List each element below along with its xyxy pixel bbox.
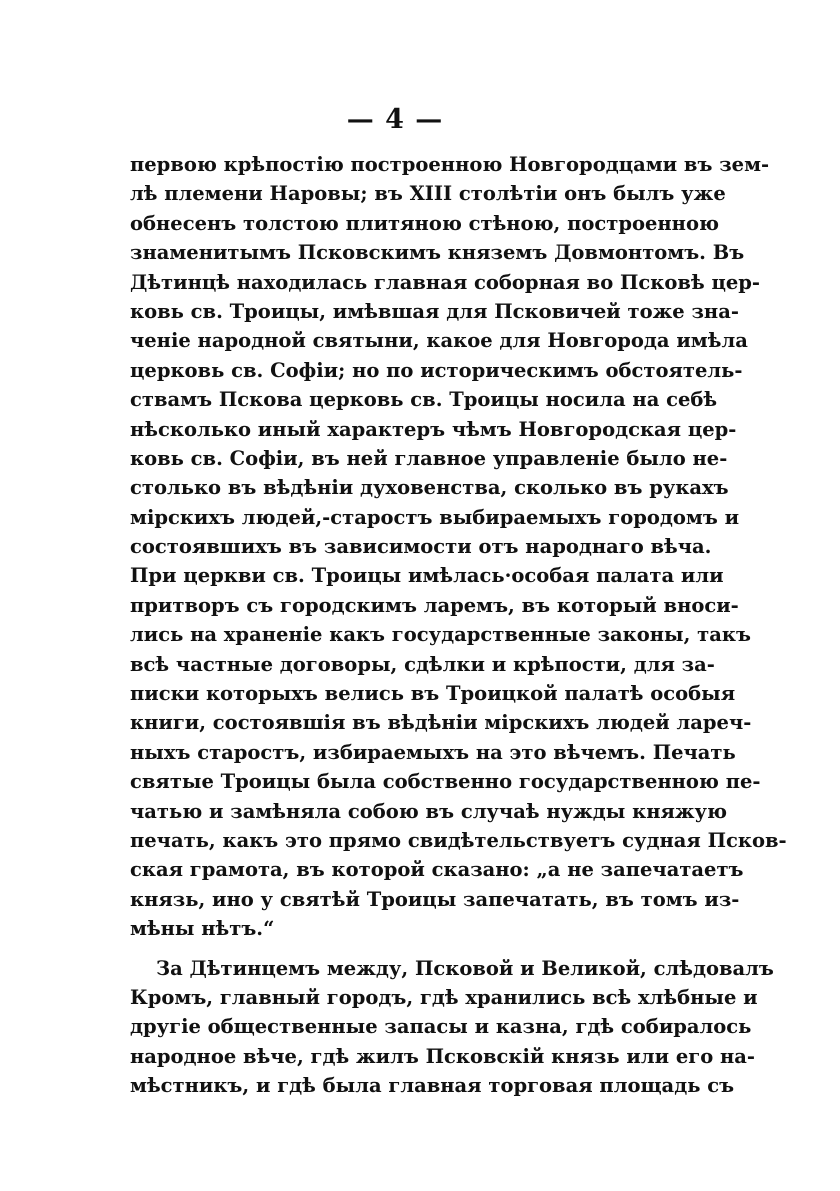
paragraph-2 — [130, 954, 774, 1101]
text-line: первою крѣпостію построенною Новгородцами въ зем- — [130, 153, 770, 176]
text-line: мѣны нѣтъ.“ — [130, 917, 275, 941]
text-line: книги, состоявшія въ вѣдѣніи мірскихъ людей лареч- — [130, 711, 752, 735]
text-line: ченіе народной святыни, какое для Новгорода имѣла — [130, 329, 748, 353]
page-number: — 4 — — [346, 104, 444, 135]
text-line: обнесенъ толстою плитяною стѣною, построенною — [130, 211, 719, 235]
text-line: Дѣтинцѣ находилась главная соборная во Псковѣ цер- — [130, 270, 760, 294]
text-line: князь, ино у святѣй Троицы запечатать, въ томъ из- — [130, 887, 740, 911]
text-line: народное вѣче, гдѣ жилъ Псковскій князь или его на- — [130, 1044, 756, 1068]
text-line: мѣстникъ, и гдѣ была главная торговая площадь съ — [130, 1074, 735, 1098]
text-line: чатью и замѣняла собою въ случаѣ нужды княжую — [130, 799, 728, 823]
text-line: состоявшихъ въ зависимости отъ народнаго вѣча. — [130, 535, 712, 559]
paragraph-gap — [130, 944, 682, 954]
text-line: ковь св. Троицы, имѣвшая для Псковичей тоже зна- — [130, 299, 739, 323]
text-line: нѣсколько иный характеръ чѣмъ Новгородская цер- — [130, 417, 737, 441]
text-line: лѣ племени Наровы; въ XIII столѣтіи онъ былъ уже — [130, 182, 726, 206]
paragraph-1 — [130, 150, 787, 944]
text-line: знаменитымъ Псковскимъ княземъ Довмонтомъ. Въ — [130, 241, 745, 265]
text-line: ствамъ Пскова церковь св. Троицы носила на себѣ — [130, 388, 718, 412]
text-line: печать, какъ это прямо свидѣтельствуетъ судная Псков- — [130, 828, 787, 852]
text-line: другіе общественные запасы и казна, гдѣ собиралось — [130, 1015, 752, 1039]
text-line: лись на храненіе какъ государственные законы, такъ — [130, 623, 751, 647]
text-line: святые Троицы была собственно государственною пе- — [130, 770, 761, 794]
text-line: мірскихъ людей,-старостъ выбираемыхъ городомъ и — [130, 505, 740, 529]
text-line: ныхъ старостъ, избираемыхъ на это вѣчемъ. Печать — [130, 740, 736, 764]
text-line: За Дѣтинцемъ между, Псковой и Великой, слѣдовалъ — [156, 956, 774, 980]
text-line: притворъ съ городскимъ ларемъ, въ который вноси- — [130, 593, 739, 617]
text-line: При церкви св. Троицы имѣлась·особая палата или — [130, 564, 724, 588]
text-line: Кромъ, главный городъ, гдѣ хранились всѣ хлѣбные и — [130, 985, 758, 1009]
text-line: столько въ вѣдѣніи духовенства, сколько въ рукахъ — [130, 476, 729, 500]
text-line: всѣ частные договоры, сдѣлки и крѣпости, для за- — [130, 652, 715, 676]
text-line: ковь св. Софіи, въ ней главное управленіе было не- — [130, 446, 728, 470]
text-line: ская грамота, въ которой сказано: „а не запечатаетъ — [130, 858, 744, 882]
text-line: церковь св. Софіи; но по историческимъ обстоятель- — [130, 358, 743, 382]
body-text — [130, 150, 787, 1101]
text-line: писки которыхъ велись въ Троицкой палатѣ особыя — [130, 682, 736, 706]
